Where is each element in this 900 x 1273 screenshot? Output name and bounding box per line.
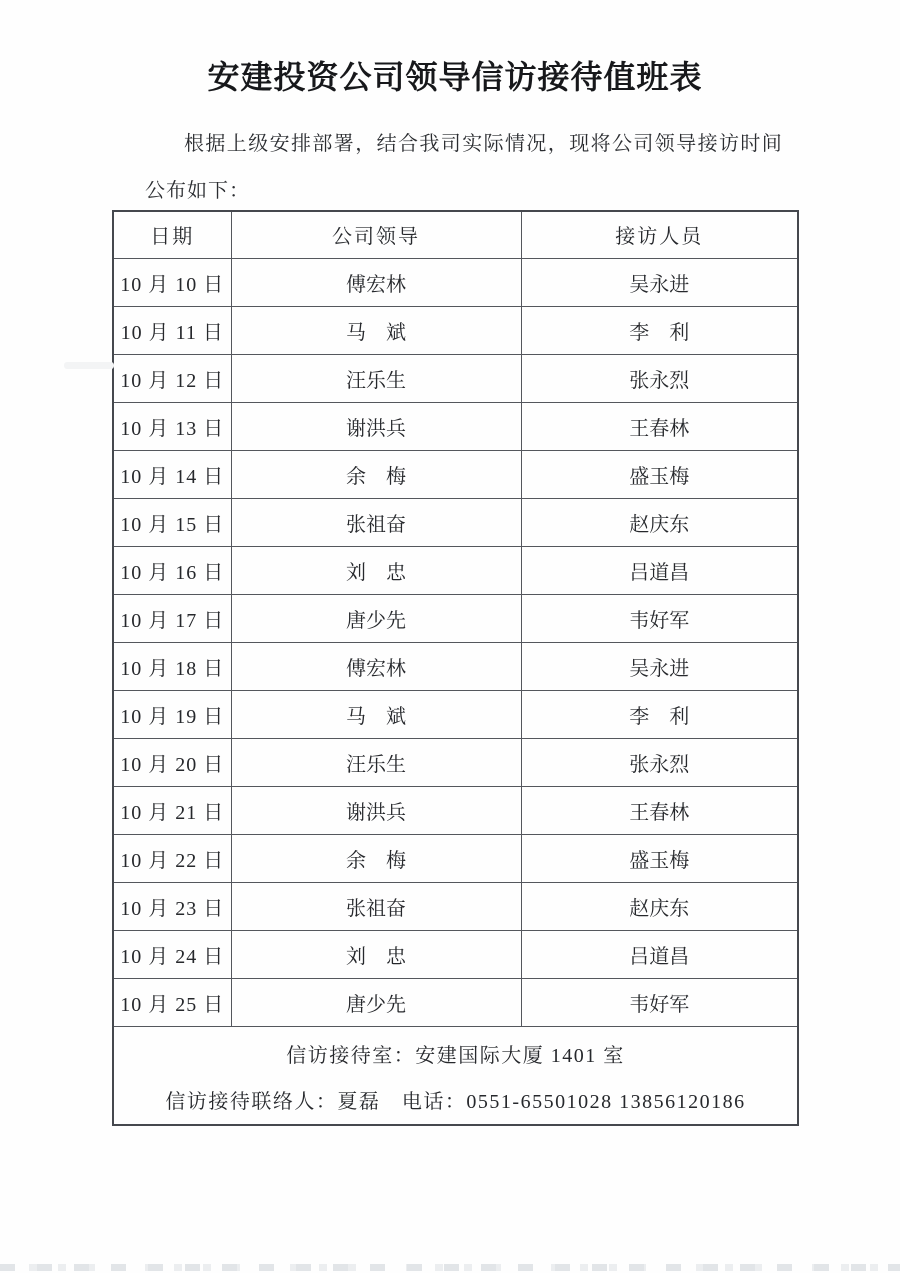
receptionist-cell: 吴永进 bbox=[521, 258, 798, 306]
receptionist-cell: 韦好军 bbox=[521, 594, 798, 642]
leader-cell: 余 梅 bbox=[231, 834, 521, 882]
date-cell: 10 月 15 日 bbox=[113, 498, 231, 546]
leader-cell: 汪乐生 bbox=[231, 354, 521, 402]
intro-paragraph-line-2: 公布如下： bbox=[145, 180, 250, 202]
table-row bbox=[113, 546, 798, 594]
date-cell: 10 月 10 日 bbox=[113, 258, 231, 306]
table-row bbox=[113, 594, 798, 642]
table-header bbox=[113, 211, 798, 258]
table-row bbox=[113, 930, 798, 978]
table-row bbox=[113, 498, 798, 546]
receptionist-cell: 李 利 bbox=[521, 690, 798, 738]
date-cell: 10 月 11 日 bbox=[113, 306, 231, 354]
table-footer bbox=[113, 1026, 798, 1125]
table-row bbox=[113, 738, 798, 786]
footer-row bbox=[113, 1026, 798, 1125]
date-cell: 10 月 22 日 bbox=[113, 834, 231, 882]
leader-cell: 唐少先 bbox=[231, 594, 521, 642]
table-row bbox=[113, 786, 798, 834]
receptionist-cell: 赵庆东 bbox=[521, 882, 798, 930]
receptionist-cell: 王春林 bbox=[521, 402, 798, 450]
table-row bbox=[113, 450, 798, 498]
leader-cell: 刘 忠 bbox=[231, 546, 521, 594]
receptionist-cell: 王春林 bbox=[521, 786, 798, 834]
table-row bbox=[113, 354, 798, 402]
receptionist-cell: 吴永进 bbox=[521, 642, 798, 690]
duty-roster-table bbox=[112, 210, 799, 1126]
document-title: 安建投资公司领导信访接待值班表 bbox=[207, 59, 703, 95]
roster-rows bbox=[113, 258, 798, 1026]
receptionist-cell: 张永烈 bbox=[521, 738, 798, 786]
footer-cell bbox=[113, 1026, 798, 1125]
date-cell: 10 月 17 日 bbox=[113, 594, 231, 642]
leader-cell: 刘 忠 bbox=[231, 930, 521, 978]
leader-cell: 余 梅 bbox=[231, 450, 521, 498]
receptionist-cell: 盛玉梅 bbox=[521, 450, 798, 498]
table-row bbox=[113, 306, 798, 354]
leader-cell: 汪乐生 bbox=[231, 738, 521, 786]
receptionist-cell: 盛玉梅 bbox=[521, 834, 798, 882]
date-cell: 10 月 13 日 bbox=[113, 402, 231, 450]
header-reception-staff: 接访人员 bbox=[521, 211, 798, 258]
date-cell: 10 月 19 日 bbox=[113, 690, 231, 738]
header-date: 日期 bbox=[113, 211, 231, 258]
intro-paragraph-line-1: 根据上级安排部署，结合我司实际情况，现将公司领导接访时间 bbox=[184, 133, 784, 155]
date-cell: 10 月 23 日 bbox=[113, 882, 231, 930]
leader-cell: 马 斌 bbox=[231, 690, 521, 738]
date-cell: 10 月 20 日 bbox=[113, 738, 231, 786]
contact-person-info: 信访接待联络人：夏磊 电话：0551-65501028 13856120186 bbox=[165, 1090, 746, 1113]
table-row bbox=[113, 402, 798, 450]
leader-cell: 唐少先 bbox=[231, 978, 521, 1026]
date-cell: 10 月 12 日 bbox=[113, 354, 231, 402]
header-company-leader: 公司领导 bbox=[231, 211, 521, 258]
scan-artifact-noise-strip bbox=[0, 1264, 900, 1271]
date-cell: 10 月 16 日 bbox=[113, 546, 231, 594]
date-cell: 10 月 18 日 bbox=[113, 642, 231, 690]
date-cell: 10 月 24 日 bbox=[113, 930, 231, 978]
date-cell: 10 月 21 日 bbox=[113, 786, 231, 834]
leader-cell: 张祖奋 bbox=[231, 882, 521, 930]
receptionist-cell: 韦好军 bbox=[521, 978, 798, 1026]
reception-room-info: 信访接待室：安建国际大厦 1401 室 bbox=[286, 1044, 625, 1067]
leader-cell: 张祖奋 bbox=[231, 498, 521, 546]
receptionist-cell: 吕道昌 bbox=[521, 546, 798, 594]
receptionist-cell: 赵庆东 bbox=[521, 498, 798, 546]
table-row bbox=[113, 834, 798, 882]
table-row bbox=[113, 690, 798, 738]
table-row bbox=[113, 978, 798, 1026]
receptionist-cell: 李 利 bbox=[521, 306, 798, 354]
leader-cell: 傅宏林 bbox=[231, 642, 521, 690]
scan-artifact-streak bbox=[64, 362, 114, 369]
leader-cell: 谢洪兵 bbox=[231, 786, 521, 834]
table-row bbox=[113, 258, 798, 306]
date-cell: 10 月 14 日 bbox=[113, 450, 231, 498]
receptionist-cell: 张永烈 bbox=[521, 354, 798, 402]
table-row bbox=[113, 882, 798, 930]
date-cell: 10 月 25 日 bbox=[113, 978, 231, 1026]
leader-cell: 傅宏林 bbox=[231, 258, 521, 306]
leader-cell: 谢洪兵 bbox=[231, 402, 521, 450]
receptionist-cell: 吕道昌 bbox=[521, 930, 798, 978]
leader-cell: 马 斌 bbox=[231, 306, 521, 354]
header-row bbox=[113, 211, 798, 258]
table-row bbox=[113, 642, 798, 690]
